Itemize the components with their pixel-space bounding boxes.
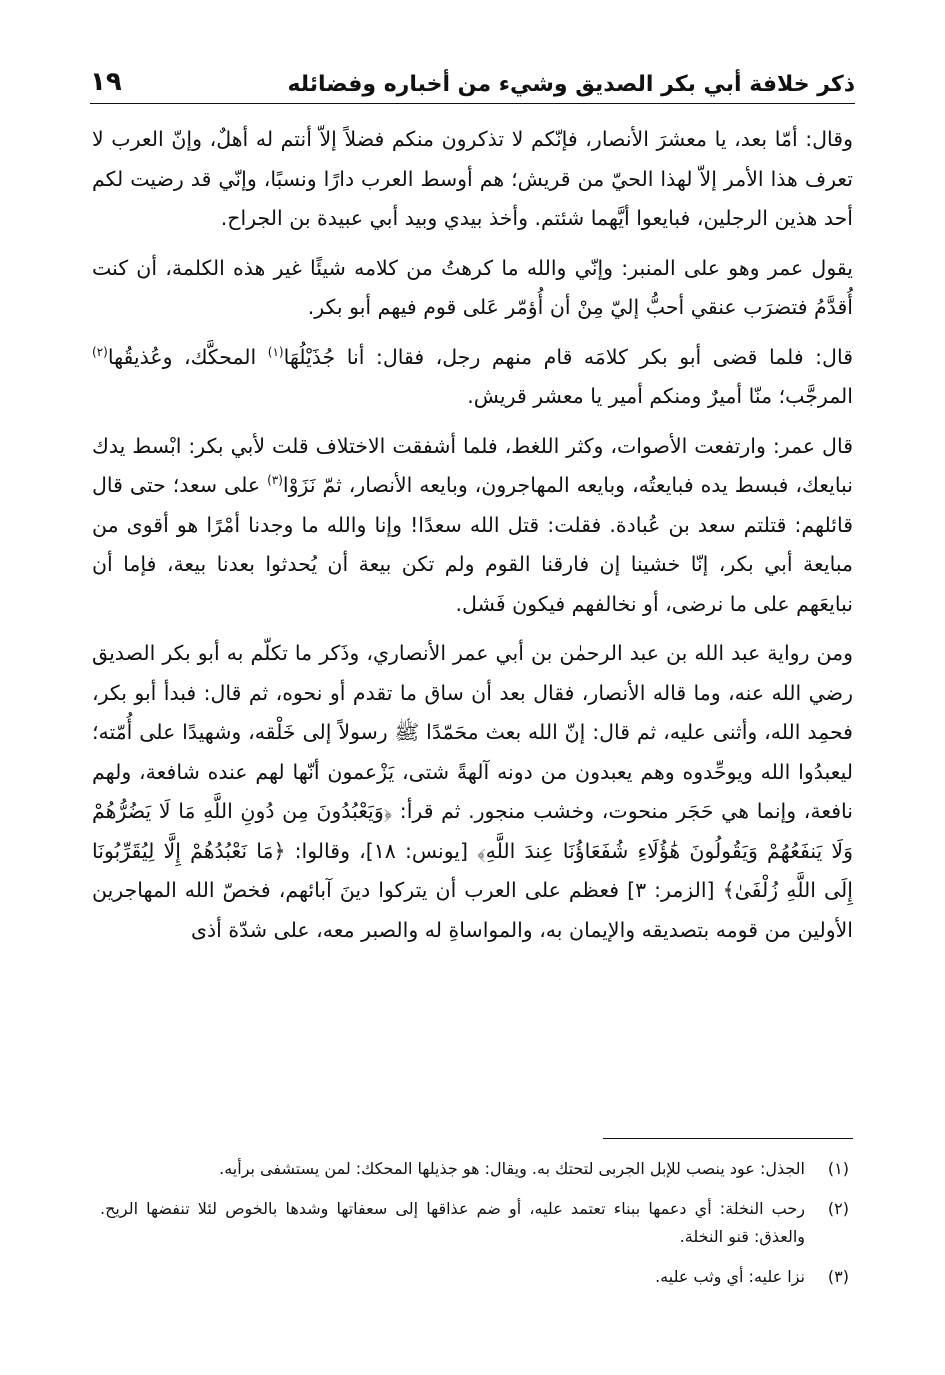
footnote-text: رحب النخلة: أي دعمها ببناء تعتمد عليه، أو ضم عذاقها إلى سعفاتها وشدها بالخوص لئلا تنفضها الريح. والعذق: قنو النخلة.	[100, 1199, 805, 1246]
footnote-divider	[603, 1138, 853, 1139]
page-number: ١٩	[90, 67, 122, 97]
paragraph-text: على سعد؛ حتى قال قائلهم: قتلتم سعد بن عُبادة. فقلت: قتل الله سعدًا! وإنا والله ما وجدنا أمْرًا هو أقوى من مبايعة أبي بكر، إنّا خشينا إن فارقنا القوم ولم تكن بيعة أن يُحدثوا بعدنا بيعة، فإما أن نبايعَهم على ما نرضى، أو نخالفهم فيكون فَشل.	[92, 473, 853, 616]
running-header	[90, 58, 855, 104]
footnote-number: (٣)	[827, 1267, 849, 1286]
chapter-title: ذكر خلافة أبي بكر الصديق وشيء من أخباره وفضائله	[287, 72, 855, 97]
footnote-ref[interactable]: (٢)	[92, 344, 108, 359]
footnote-text: نزا عليه: أي وثب عليه.	[655, 1267, 805, 1286]
footnote	[100, 1195, 849, 1251]
paragraph-text: المرجَّب؛ منّا أميرٌ ومنكم أمير يا معشر قريش.	[467, 384, 853, 408]
footnote-number: (١)	[827, 1159, 849, 1178]
paragraph	[92, 427, 853, 625]
footnotes	[100, 1155, 849, 1303]
paragraph-text: المحكَّك، وعُذيقُها	[107, 344, 268, 369]
footnote-number: (٢)	[827, 1199, 849, 1218]
paragraph-text: قال عمر: وارتفعت الأصوات، وكثر اللغط، فلما أشفقت الاختلاف قلت لأبي بكر: ابْسط يدك نبايعك، فبسط يده فبايعتُه، وبايعه المهاجرون، وبايعه الأنصار، ثمّ نَزَوْا	[92, 433, 854, 497]
paragraph: يقول عمر وهو على المنبر: وإنّي والله ما كرهتُ من كلامه شيئًا غير هذه الكلمة، أن كنت أُقدَّمُ فتضرَب عنقي أحبُّ إليّ مِنْ أن أُؤمّر عَلى قوم فيهم أبو بكر.	[92, 255, 853, 319]
paragraph: ومن رواية عبد الله بن عبد الرحمٰن بن أبي عمر الأنصاري، وذَكر ما تكلّم به أبو بكر الصديق رضي الله عنه، وما قاله الأنصار، فقال بعد أن ساق ما تقدم أو نحوه، ثم قال: فبدأ أبو بكر، فحمِد الله، وأثنى عليه، ثم قال: إنّ الله بعث محَمّدًا ﷺ رسولاً إلى خَلْقه، وشهيدًا على أُمّته؛ ليعبدُوا الله ويوحِّدوه وهم يعبدون من دونه آلهةً شتى، يَزْعمون أنّها لهم عنده شافعة، ولهم نافعة، وإنما هي حَجَر منحوت، وخشب منجور. ثم قرأ: ﴿وَيَعْبُدُونَ مِن دُونِ اللَّهِ مَا لَا يَضُرُّهُمْ وَلَا يَنفَعُهُمْ وَيَقُولُونَ هَٰؤُلَاءِ شُفَعَاؤُنَا عِندَ اللَّهِ﴾ [يونس: ١٨]، وقالوا: ﴿مَا نَعْبُدُهُمْ إِلَّا لِيُقَرِّبُونَا إِلَى اللَّهِ زُلْفَىٰ﴾ [الزمر: ٣] فعظم على العرب أن يتركوا دينَ آبائهم، فخصّ الله المهاجرين الأولين من قومه بتصديقه والإيمان به، والمواساةِ له والصبر معه، على شدّة أذى	[92, 641, 854, 942]
paragraph	[92, 338, 853, 417]
paragraph-text: قال: فلما قضى أبو بكر كلامَه قام منهم رجل، فقال: أنا جُذَيْلُهَا	[283, 344, 853, 369]
footnote-ref[interactable]: (٣)	[267, 473, 283, 488]
footnote	[100, 1263, 849, 1291]
footnote-ref[interactable]: (١)	[267, 344, 284, 359]
footnote-text: الجذل: عود ينصب للإبل الجربى لتحتك به. ويقال: هو جذيلها المحكك: لمن يستشفى برأيه.	[219, 1159, 805, 1178]
paragraph: وقال: أمّا بعد، يا معشرَ الأنصار، فإنّكم لا تذكرون منكم فضلاً إلاّ أنتم له أهلٌ، وإنّ العرب لا تعرف هذا الأمر إلاّ لهذا الحيّ من قريش؛ هم أوسط العرب دارًا ونسبًا، وإنّي قد رضيت لكم أحد هذين الرجلين، فبايعوا أيَّهما شئتم. وأخذ بيدي وبيد أبي عبيدة بن الجراح.	[92, 127, 853, 230]
main-text	[92, 120, 853, 960]
footnote	[100, 1155, 849, 1183]
